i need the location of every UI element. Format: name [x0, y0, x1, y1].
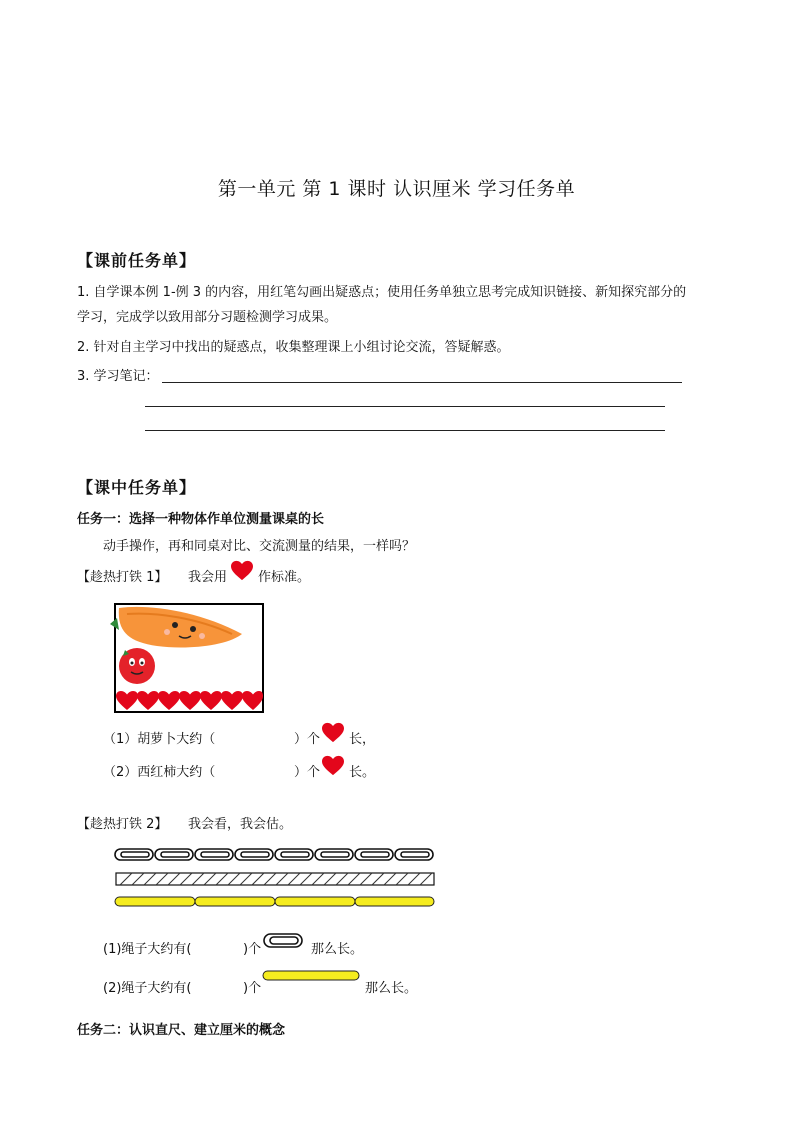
- tomato-icon: [119, 648, 155, 684]
- task2-title: 任务二：认识直尺、建立厘米的概念: [77, 1023, 286, 1038]
- pre-class-item2: 2. 针对自主学习中找出的疑惑点，收集整理课上小组讨论交流，答疑解惑。: [77, 340, 510, 355]
- r2-text-c: 那么长。: [365, 981, 418, 996]
- q2-text-b: ）个: [294, 765, 321, 780]
- r2-text-b: )个: [243, 981, 262, 996]
- r1-text-c: 那么长。: [311, 942, 364, 957]
- heart-icon: [322, 755, 344, 777]
- practice1-label: 【趁热打铁 1】: [77, 570, 168, 585]
- task1-title: 任务一：选择一种物体作单位测量课桌的长: [77, 512, 325, 527]
- practice2-label: 【趁热打铁 2】: [77, 817, 168, 832]
- practice1-text-a: 我会用: [188, 570, 228, 585]
- paperclip-row: [115, 849, 433, 860]
- notes-line-2[interactable]: [145, 406, 665, 407]
- q2-text-a: （2）西红柿大约（: [103, 765, 216, 780]
- q1-text-b: ）个: [294, 732, 321, 747]
- page-title: 第一单元 第 1 课时 认识厘米 学习任务单: [217, 178, 576, 200]
- pre-class-item1-line2: 学习，完成学以致用部分习题检测学习成果。: [77, 310, 338, 325]
- notes-line-1[interactable]: [162, 382, 682, 383]
- yellow-stick-icon: [262, 969, 360, 982]
- rope: [116, 873, 434, 885]
- q2-text-c: 长。: [349, 765, 376, 780]
- r2-text-a: (2)绳子大约有(: [103, 981, 192, 996]
- task1-desc: 动手操作，再和同桌对比、交流测量的结果，一样吗？: [103, 539, 416, 554]
- r1-text-a: (1)绳子大约有(: [103, 942, 192, 957]
- notes-line-3[interactable]: [145, 430, 665, 431]
- in-class-heading: 【课中任务单】: [77, 478, 197, 497]
- paperclip-icon: [262, 932, 304, 949]
- r1-text-b: )个: [243, 942, 262, 957]
- q1-text-a: （1）胡萝卜大约（: [103, 732, 216, 747]
- q1-text-c: 长，: [349, 732, 376, 747]
- pre-class-item3-label: 3. 学习笔记：: [77, 369, 159, 384]
- rope-estimation-picture: [112, 845, 437, 911]
- heart-icon: [231, 560, 253, 582]
- pre-class-heading: 【课前任务单】: [77, 251, 197, 270]
- heart-icon: [322, 722, 344, 744]
- carrot-tomato-picture: [107, 602, 267, 714]
- practice1-text-b: 作标准。: [258, 570, 311, 585]
- yellow-stick-row: [115, 897, 434, 906]
- pre-class-item1-line1: 1. 自学课本例 1-例 3 的内容，用红笔勾画出疑惑点；使用任务单独立思考完成知识链接、新知探究部分的: [77, 285, 687, 300]
- practice2-text: 我会看，我会估。: [188, 817, 293, 832]
